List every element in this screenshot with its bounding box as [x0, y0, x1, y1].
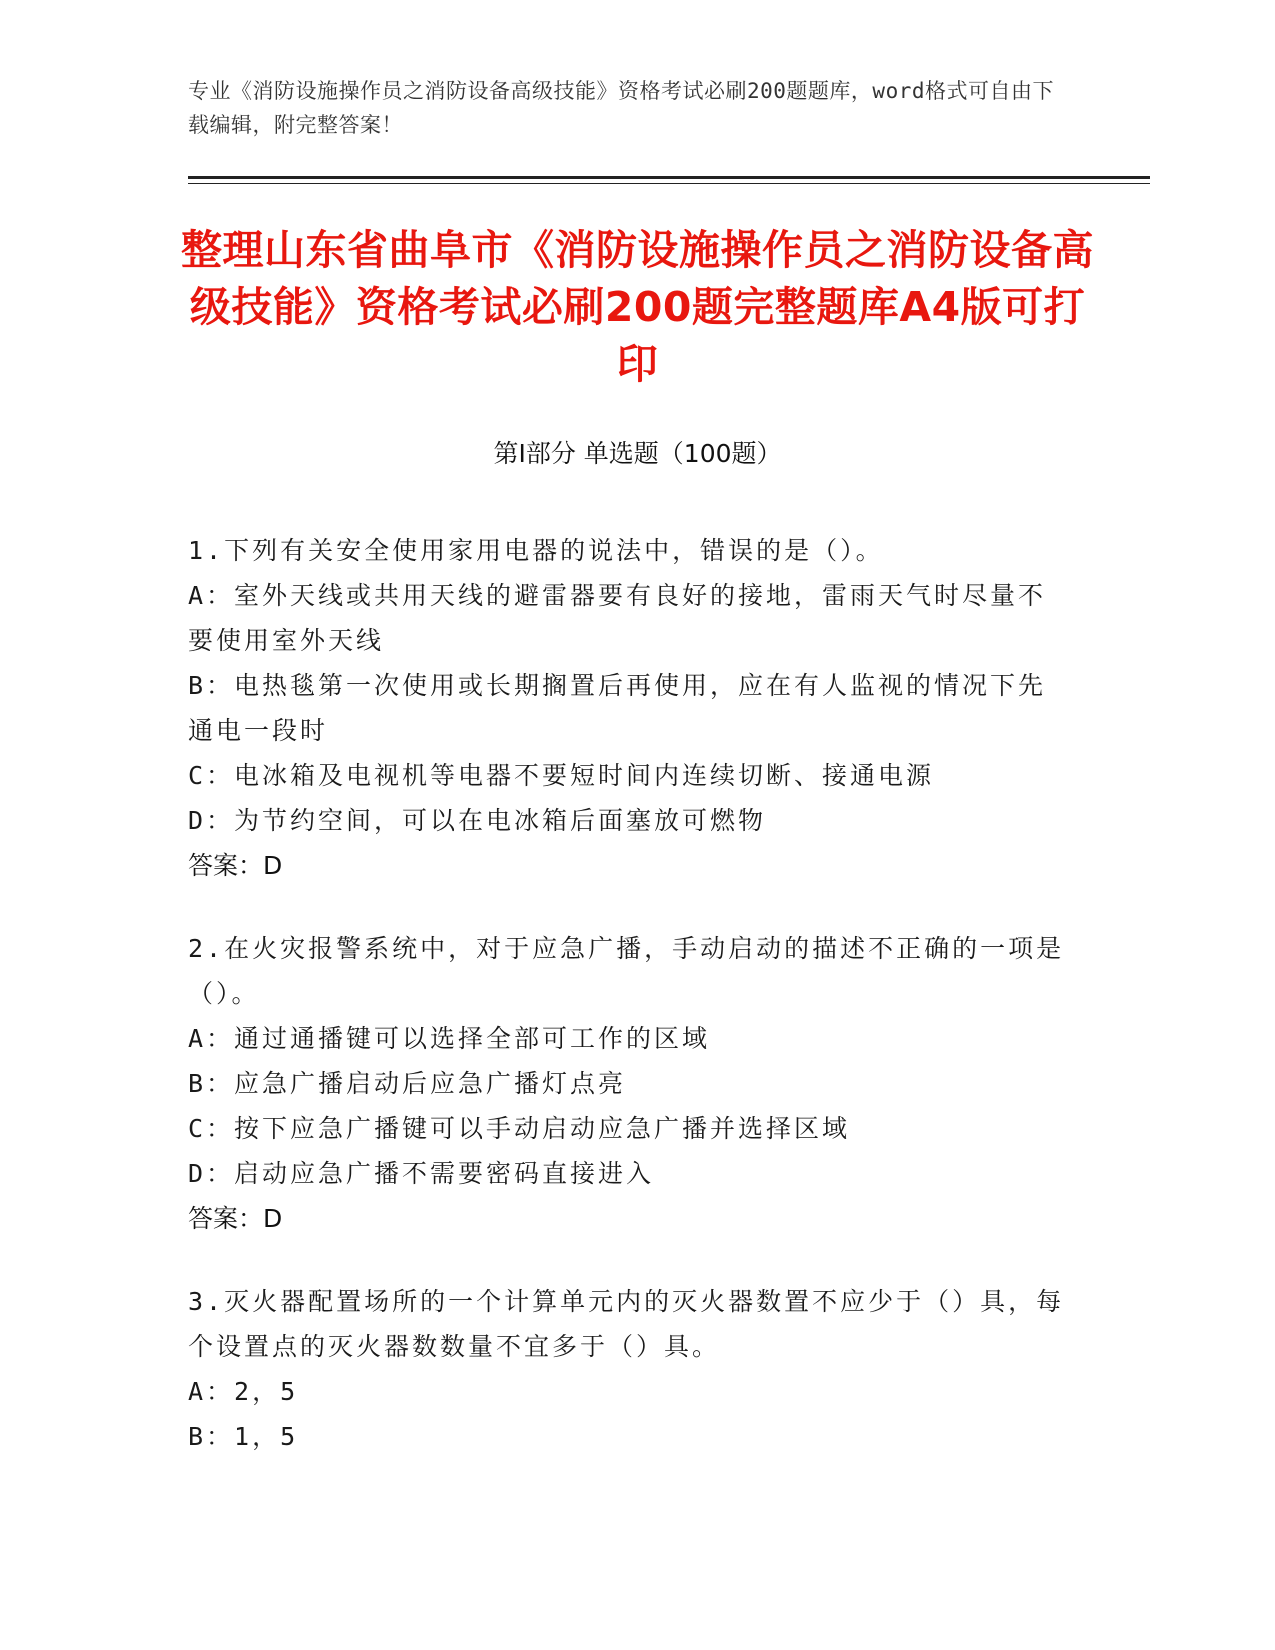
question-option-c: C：电冰箱及电视机等电器不要短时间内连续切断、接通电源: [188, 761, 935, 790]
question-option-c: C：按下应急广播键可以手动启动应急广播并选择区域: [188, 1114, 851, 1143]
question-1: [188, 528, 1068, 888]
question-option-a: A：室外天线或共用天线的避雷器要有良好的接地，雷雨天气时尽量不要使用室外天线: [188, 581, 1047, 655]
question-2: [188, 926, 1068, 1241]
document-title: 整理山东省曲阜市《消防设施操作员之消防设备高级技能》资格考试必刷200题完整题库A4版可打印: [181, 226, 1094, 388]
question-option-d: D：启动应急广播不需要密码直接进入: [188, 1159, 655, 1188]
question-answer: 答案：D: [188, 1204, 283, 1233]
question-option-a: A：通过通播键可以选择全部可工作的区域: [188, 1024, 711, 1053]
section-heading: 第I部分 单选题（100题）: [493, 439, 782, 468]
question-list: [188, 528, 1068, 1497]
question-option-d: D：为节约空间，可以在电冰箱后面塞放可燃物: [188, 806, 767, 835]
header-rule-thick: [188, 176, 1150, 179]
question-stem: 3.灭火器配置场所的一个计算单元内的灭火器数置不应少于（）具，每个设置点的灭火器数数量不宜多于（）具。: [188, 1287, 1065, 1361]
header-note: 专业《消防设施操作员之消防设备高级技能》资格考试必刷200题题库，word格式可自由下载编辑，附完整答案！: [188, 79, 1054, 137]
question-option-a: A：2，5: [188, 1377, 299, 1406]
question-answer: 答案：D: [188, 851, 283, 880]
question-stem: 1.下列有关安全使用家用电器的说法中，错误的是（）。: [188, 536, 884, 565]
question-option-b: B：1，5: [188, 1422, 299, 1451]
header-rule-thin: [188, 183, 1150, 184]
question-option-b: B：电热毯第一次使用或长期搁置后再使用，应在有人监视的情况下先通电一段时: [188, 671, 1047, 745]
question-3: [188, 1279, 1068, 1459]
question-stem: 2.在火灾报警系统中，对于应急广播，手动启动的描述不正确的一项是（）。: [188, 934, 1065, 1008]
question-option-b: B：应急广播启动后应急广播灯点亮: [188, 1069, 627, 1098]
